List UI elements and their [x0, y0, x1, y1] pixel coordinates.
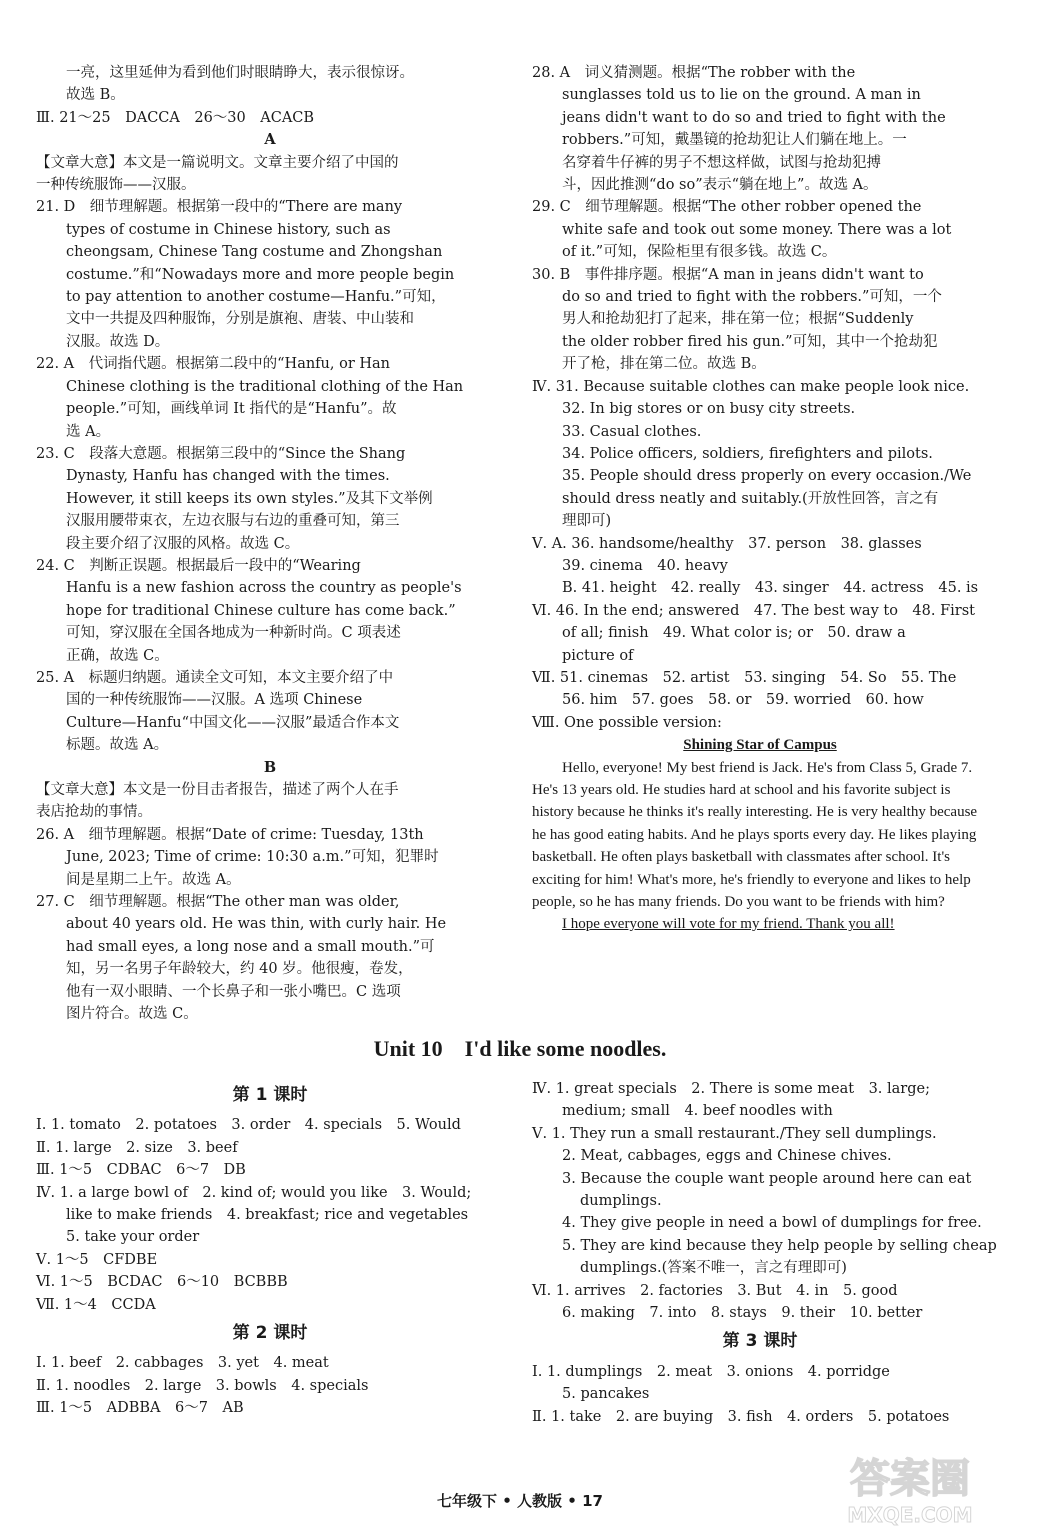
answer-line: 间是星期二上午。故选 A。 — [66, 871, 241, 888]
essay-title: Shining Star of Campus — [683, 737, 837, 754]
lesson1-right-line: Ⅳ. 1. great specials 2. There is some meat 3. large; — [532, 1081, 930, 1097]
essay-paragraph-2: I hope everyone will vote for my friend. Thank you all! — [562, 916, 895, 933]
lesson1-right-line: dumplings. — [580, 1193, 662, 1210]
answer-line: 选 A。 — [66, 423, 111, 440]
lesson3-line: Ⅰ. 1. dumplings 2. meat 3. onions 4. porridge — [532, 1363, 890, 1380]
right-column-lower — [532, 1078, 997, 1428]
answer-line: 知，另一名男子年龄较大，约 40 岁。他很瘦，卷发， — [66, 961, 413, 978]
answer-line: 25. A 标题归纳题。通读全文可知，本文主要介绍了中 — [36, 669, 394, 686]
lesson1-line: Ⅶ. 1～4 CCDA — [36, 1296, 156, 1313]
right-lines — [532, 62, 988, 734]
answer-line: 名穿着牛仔裤的男子不想这样做，试图与抢劫犯搏 — [562, 154, 881, 171]
answer-line: B — [263, 758, 277, 776]
answer-line: of it.”可知，保险柜里有很多钱。故选 C。 — [562, 244, 837, 261]
answer-line: Culture—Hanfu“中国文化——汉服”最适合作本文 — [66, 714, 400, 731]
answer-line: 斗，因此推测“do so”表示“躺在地上”。故选 A。 — [562, 177, 878, 194]
lesson1-line: Ⅵ. 1～5 BCDAC 6～10 BCBBB — [36, 1274, 288, 1291]
lesson1-line: Ⅴ. 1～5 CFDBE — [36, 1251, 158, 1268]
answer-line: had small eyes, a long nose and a small mouth.”可 — [66, 938, 435, 955]
lesson1-right-line: Ⅵ. 1. arrives 2. factories 3. But 4. in 5. good — [532, 1282, 898, 1299]
answer-line: 故选 B。 — [66, 87, 125, 104]
lesson2-line: Ⅲ. 1～5 ADBBA 6～7 AB — [36, 1400, 244, 1417]
lesson2-line: Ⅰ. 1. beef 2. cabbages 3. yet 4. meat — [36, 1355, 329, 1372]
answer-line: June, 2023; Time of crime: 10:30 a.m.”可知，犯罪时 — [66, 849, 439, 866]
left-column — [36, 62, 504, 1025]
lesson2-title: 第 2 课时 — [232, 1323, 308, 1344]
answer-line: 22. A 代词指代题。根据第二段中的“Hanfu, or Han — [36, 356, 391, 373]
answer-line: should dress neatly and suitably.(开放性回答，言之有 — [562, 490, 939, 507]
answer-line: costume.”和“Nowadays more and more people begin — [66, 266, 455, 283]
answer-line: 开了枪，排在第二位。故选 B。 — [562, 356, 766, 373]
watermark-logo — [800, 1440, 1020, 1530]
answer-line: do so and tried to fight with the robbers.”可知，一个 — [562, 289, 942, 306]
answer-line: 35. People should dress properly on every occasion./We — [562, 468, 972, 485]
unit-title: Unit 10 I'd like some noodles. — [373, 1036, 667, 1061]
answer-line: 32. In big stores or on busy city streets. — [562, 401, 856, 418]
essay — [532, 757, 988, 936]
essay-paragraph-1: Hello, everyone! My best friend is Jack. He's from Class 5, Grade 7. He's 13 years old. He studies hard at school and his favorite subject is history because he thinks it's really interesting. He is very healthy because he has good eating habits. And he plays sports every day. He likes playing basketball. He often plays basketball with classmates after school. It's exciting for him! What's more, he's friendly to everyone and likes to help people, so he has many friends. Do you want to be friends with him? — [532, 759, 978, 911]
answer-line: 段主要介绍了汉服的风格。故选 C。 — [66, 535, 300, 552]
lesson1-lines — [36, 1114, 504, 1316]
answer-line: people.”可知，画线单词 It 指代的是“Hanfu”。故 — [66, 401, 397, 418]
answer-line: Ⅳ. 31. Because suitable clothes can make people look nice. — [532, 378, 970, 395]
answer-line: to pay attention to another costume—Hanfu.”可知， — [66, 289, 446, 306]
lesson1-right-line: 2. Meat, cabbages, eggs and Chinese chives. — [562, 1148, 892, 1165]
answer-line: 汉服。故选 D。 — [66, 333, 170, 350]
answer-line: 图片符合。故选 C。 — [66, 1006, 198, 1023]
answer-line: sunglasses told us to lie on the ground. A man in — [562, 87, 921, 104]
answer-line: 表店抢劫的事情。 — [36, 804, 152, 821]
answer-line: 33. Casual clothes. — [562, 423, 702, 440]
lesson3-line: 5. pancakes — [562, 1386, 650, 1403]
answer-line: 30. B 事件排序题。根据“A man in jeans didn't want to — [532, 266, 924, 283]
answer-line: 【文章大意】本文是一篇说明文。文章主要介绍了中国的 — [36, 154, 399, 171]
answer-line: the older robber fired his gun.”可知，其中一个抢劫犯 — [562, 333, 938, 350]
lesson1-line: Ⅲ. 1～5 CDBAC 6～7 DB — [36, 1162, 246, 1179]
answer-line: 【文章大意】本文是一份目击者报告，描述了两个人在手 — [36, 782, 399, 798]
lesson1-line: 5. take your order — [66, 1229, 200, 1246]
answer-line: Dynasty, Hanfu has changed with the times. — [66, 468, 390, 485]
lesson1-right-line: 3. Because the couple want people around here can eat — [562, 1170, 972, 1187]
lesson2-lines — [36, 1352, 504, 1419]
lesson1-right-line: 6. making 7. into 8. stays 9. their 10. better — [562, 1305, 923, 1322]
answer-line: cheongsam, Chinese Tang costume and Zhongshan — [66, 244, 443, 261]
lesson1-right-line: 4. They give people in need a bowl of dumplings for free. — [562, 1215, 982, 1232]
lesson1-line: Ⅰ. 1. tomato 2. potatoes 3. order 4. specials 5. Would — [36, 1117, 461, 1134]
answer-line: A — [264, 131, 276, 149]
answer-line: Ⅵ. 46. In the end; answered 47. The best way to 48. First — [532, 602, 976, 619]
answer-line: 文中一共提及四种服饰，分别是旗袍、唐装、中山装和 — [66, 311, 414, 328]
answer-line: 理即可) — [562, 513, 612, 530]
answer-line: 28. A 词义猜测题。根据“The robber with the — [532, 65, 856, 81]
answer-line: 正确，故选 C。 — [66, 647, 169, 664]
answer-line: 可知，穿汉服在全国各地成为一种新时尚。C 项表述 — [66, 625, 401, 642]
watermark-main: 答案圈 — [850, 1456, 970, 1502]
lesson1-right-line: dumplings.(答案不唯一，言之有理即可) — [580, 1260, 847, 1277]
answer-line: of all; finish 49. What color is; or 50. draw a — [562, 625, 906, 642]
answer-line: white safe and took out some money. There was a lot — [562, 221, 952, 238]
answer-line: Ⅲ. 21～25 DACCA 26～30 ACACB — [36, 109, 315, 126]
answer-line: robbers.”可知，戴墨镜的抢劫犯让人们躺在地上。一 — [562, 132, 907, 149]
answer-line: 国的一种传统服饰——汉服。A 选项 Chinese — [66, 692, 363, 709]
answer-line: 39. cinema 40. heavy — [562, 557, 728, 574]
answer-line: 29. C 细节理解题。根据“The other robber opened the — [532, 199, 922, 216]
answer-line: Ⅴ. A. 36. handsome/healthy 37. person 38. glasses — [532, 535, 922, 552]
lesson1-line: like to make friends 4. breakfast; rice and vegetables — [66, 1207, 469, 1224]
lesson1-line: Ⅱ. 1. large 2. size 3. beef — [36, 1139, 238, 1156]
answer-line: types of costume in Chinese history, such as — [66, 221, 391, 238]
answer-line: picture of — [562, 647, 634, 664]
answer-line: B. 41. height 42. really 43. singer 44. actress 45. is — [562, 580, 979, 597]
answer-line: However, it still keeps its own styles.”及其下文举例 — [66, 490, 433, 507]
answer-line: 一种传统服饰——汉服。 — [36, 177, 196, 194]
lesson1-line: Ⅳ. 1. a large bowl of 2. kind of; would you like 3. Would; — [36, 1184, 472, 1201]
lesson3-lines — [532, 1361, 988, 1428]
answer-line: about 40 years old. He was thin, with curly hair. He — [66, 916, 447, 933]
lesson1-title: 第 1 课时 — [232, 1085, 308, 1105]
answer-line: Ⅶ. 51. cinemas 52. artist 53. singing 54. So 55. The — [532, 669, 957, 686]
right-column — [532, 62, 988, 936]
lesson1-right-line: medium; small 4. beef noodles with — [562, 1103, 833, 1120]
answer-line: Ⅷ. One possible version: — [532, 714, 722, 731]
answer-line: hope for traditional Chinese culture has come back.” — [66, 602, 456, 619]
answer-line: 21. D 细节理解题。根据第一段中的“There are many — [36, 199, 403, 216]
watermark-sub: MXQE.COM — [847, 1503, 973, 1527]
answer-line: 24. C 判断正误题。根据最后一段中的“Wearing — [36, 557, 361, 574]
answer-line: 标题。故选 A。 — [66, 737, 169, 754]
answer-line: Chinese clothing is the traditional clothing of the Han — [66, 378, 464, 395]
answer-line: 一亮，这里延伸为看到他们时眼睛睁大，表示很惊讶。 — [66, 65, 414, 81]
answer-line: 他有一双小眼睛、一个长鼻子和一张小嘴巴。C 选项 — [66, 983, 401, 1000]
answer-line: 27. C 细节理解题。根据“The other man was older, — [36, 894, 400, 911]
lesson1-right-line: 5. They are kind because they help people by selling cheap — [562, 1237, 997, 1254]
answer-line: 汉服用腰带束衣，左边衣服与右边的重叠可知，第三 — [66, 513, 400, 530]
answer-line: 23. C 段落大意题。根据第三段中的“Since the Shang — [36, 445, 406, 462]
left-column-lower — [36, 1078, 504, 1420]
answer-line: 26. A 细节理解题。根据“Date of crime: Tuesday, 13th — [36, 826, 424, 843]
lesson1-right-line: Ⅴ. 1. They run a small restaurant./They sell dumplings. — [532, 1125, 937, 1142]
answer-line: 男人和抢劫犯打了起来，排在第一位；根据“Suddenly — [562, 311, 914, 328]
lesson1-right-lines — [532, 1078, 997, 1324]
answer-line: jeans didn't want to do so and tried to fight with the — [562, 109, 946, 126]
page-footer: 七年级下 • 人教版 • 17 — [437, 1492, 603, 1510]
lesson3-title: 第 3 课时 — [722, 1331, 798, 1352]
answer-line: 56. him 57. goes 58. or 59. worried 60. how — [562, 692, 924, 709]
lesson2-line: Ⅱ. 1. noodles 2. large 3. bowls 4. specials — [36, 1377, 369, 1394]
answer-line: Hanfu is a new fashion across the country as people's — [66, 580, 462, 597]
lesson3-line: Ⅱ. 1. take 2. are buying 3. fish 4. orders 5. potatoes — [532, 1408, 950, 1425]
answer-line: 34. Police officers, soldiers, firefighters and pilots. — [562, 445, 933, 462]
